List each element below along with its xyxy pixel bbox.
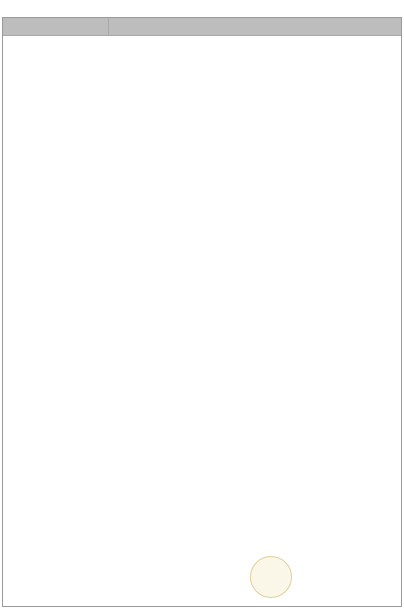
page-title xyxy=(0,0,404,17)
watermark-logo xyxy=(250,548,400,604)
header-date xyxy=(3,18,109,35)
table-header-row xyxy=(3,18,401,36)
mascot-icon xyxy=(250,556,292,598)
header-content xyxy=(109,18,401,35)
schedule-table xyxy=(2,17,402,607)
